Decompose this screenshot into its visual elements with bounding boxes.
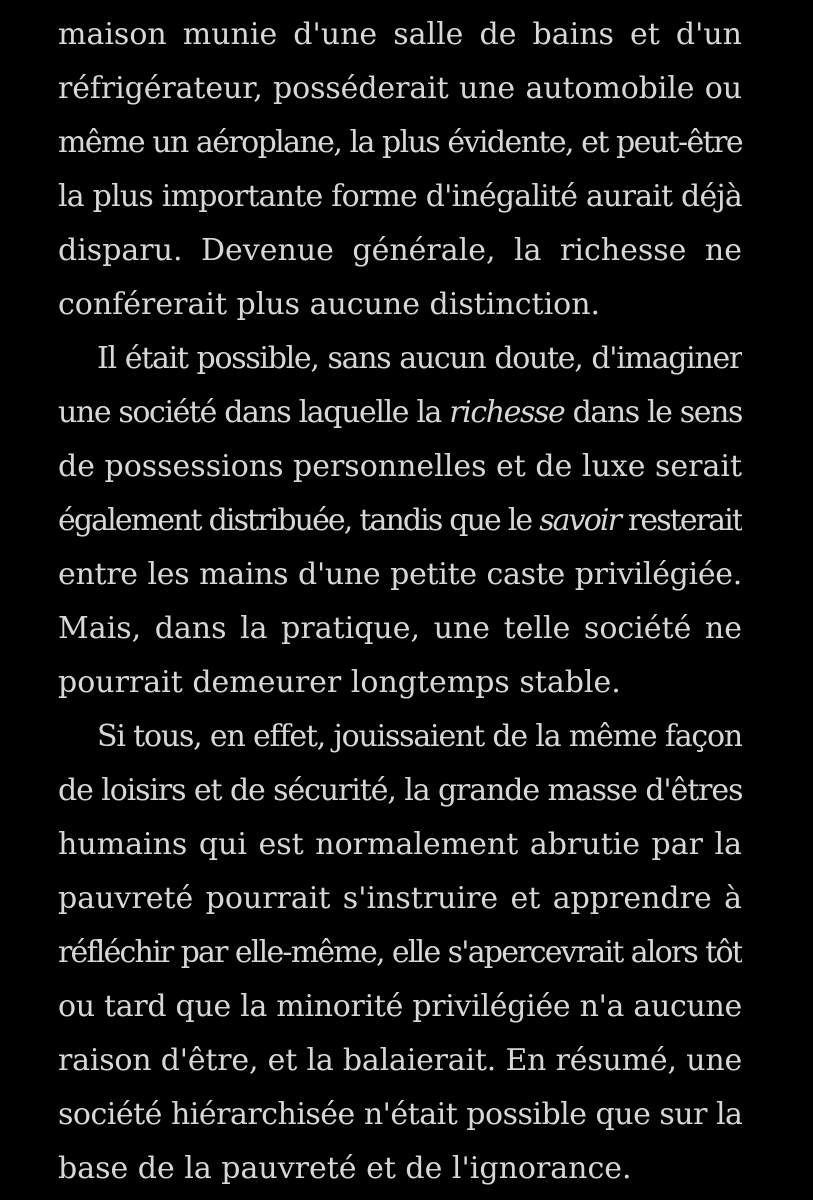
text-line: raison d'être, et la balaierait. En résumé, une — [58, 1043, 742, 1078]
text-line: société hiérarchisée n'était possible que sur la — [58, 1097, 742, 1132]
text-line — [58, 494, 742, 548]
text-line: même un aéroplane, la plus évidente, et peut-être — [58, 125, 742, 160]
reader-page[interactable] — [58, 0, 742, 1200]
text-line: humains qui est normalement abrutie par la — [58, 827, 742, 862]
paragraph-3 — [58, 710, 742, 1196]
text-line: maison munie d'une salle de bains et d'un — [58, 17, 742, 52]
text-segment: également distribuée, tandis que le — [58, 503, 540, 538]
text-line: réfrigérateur, posséderait une automobile ou — [58, 71, 742, 106]
text-line: base de la pauvreté et de l'ignorance. — [58, 1151, 632, 1186]
text-line: Il était possible, sans aucun doute, d'imaginer — [97, 341, 742, 376]
text-segment: une société dans laquelle la — [58, 395, 450, 430]
text-line: pauvreté pourrait s'instruire et apprendre à — [58, 881, 742, 916]
text-line: la plus importante forme d'inégalité aurait déjà — [58, 179, 742, 214]
paragraph-1 — [58, 8, 742, 332]
text-line: ou tard que la minorité privilégiée n'a aucune — [58, 989, 742, 1024]
italic-word: richesse — [449, 395, 565, 430]
text-line: réfléchir par elle-même, elle s'apercevrait alors tôt — [58, 935, 742, 970]
paragraph-2 — [58, 332, 742, 710]
text-segment: dans le sens — [564, 395, 742, 430]
text-line: de loisirs et de sécurité, la grande masse d'êtres — [58, 773, 742, 808]
book-text — [58, 0, 742, 1196]
text-line: pourrait demeurer longtemps stable. — [58, 665, 621, 700]
text-line: Si tous, en effet, jouissaient de la même façon — [97, 719, 742, 754]
text-line: conférerait plus aucune distinction. — [58, 287, 601, 322]
text-line — [58, 386, 742, 440]
text-line: de possessions personnelles et de luxe serait — [58, 449, 742, 484]
text-segment: resterait — [620, 503, 742, 538]
italic-word: savoir — [539, 503, 621, 538]
text-line: disparu. Devenue générale, la richesse ne — [58, 233, 742, 268]
text-line: Mais, dans la pratique, une telle société ne — [58, 611, 742, 646]
text-line: entre les mains d'une petite caste privilégiée. — [58, 557, 742, 592]
